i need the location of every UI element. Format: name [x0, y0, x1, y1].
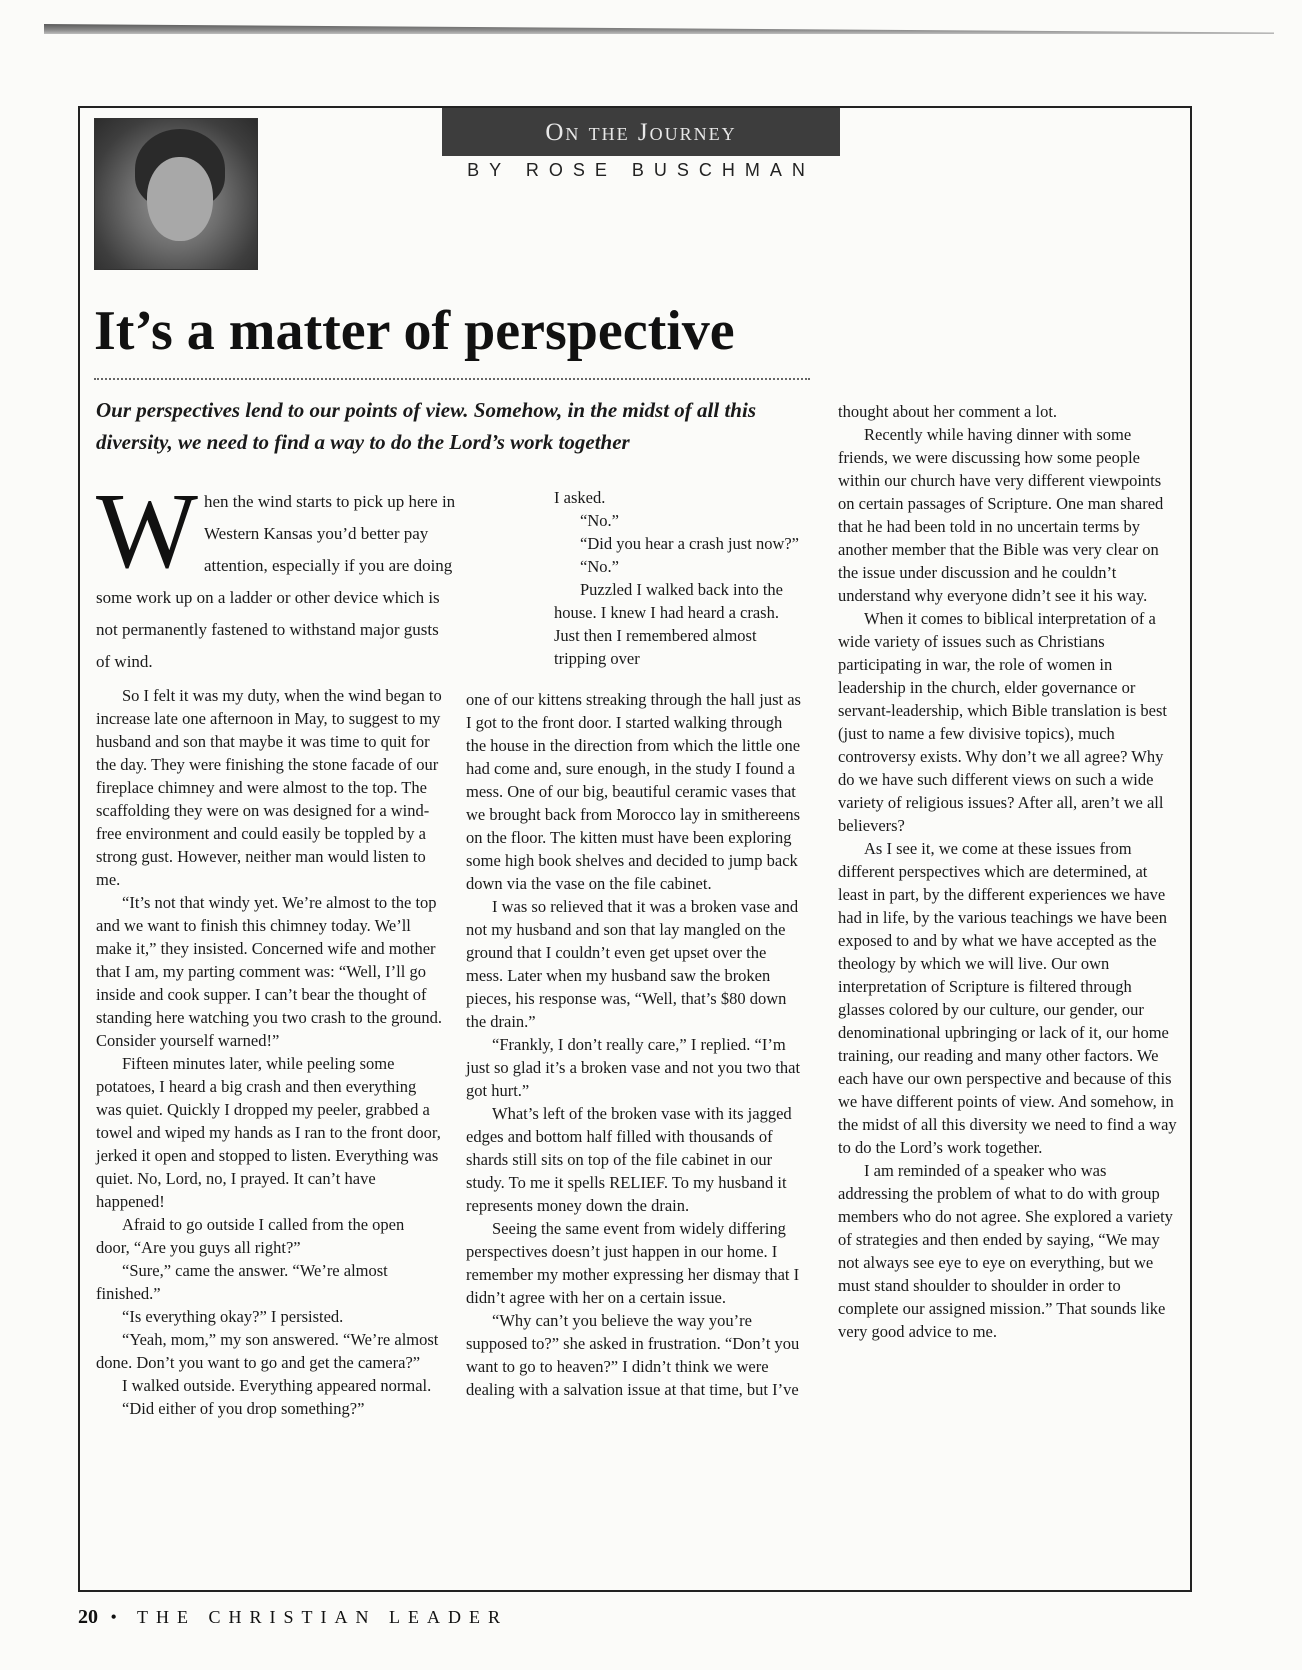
paragraph: “It’s not that windy yet. We’re almost to the top and we want to finish this chimney today. We’ll make it,” they insisted. Concerned wife and mother that I am, my parting comment was: “Well, I’ll go inside and cook supper. I can’t bear the thought of standing here watching you two crash to the ground. Consider yourself warned!” — [96, 893, 442, 1050]
paragraph: What’s left of the broken vase with its jagged edges and bottom half filled with thousands of shards still sits on top of the file cabinet in our study. To me it spells RELIEF. To my husband it represents money down the drain. — [466, 1104, 792, 1215]
column-1 — [96, 472, 528, 1418]
author-photo-face — [147, 157, 213, 241]
paragraph: “Is everything okay?” I persisted. — [122, 1307, 344, 1326]
paragraph: “Yeah, mom,” my son answered. “We’re almost done. Don’t you want to go and get the camera?” — [96, 1330, 439, 1372]
column-2-body — [466, 688, 806, 1401]
lead-line: not permanently fastened to withstand major gusts — [96, 620, 439, 639]
paragraph: “Why can’t you believe the way you’re supposed to?” she asked in frustration. “Don’t you want to go to heaven?” I didn’t think we were dealing with a salvation issue at that time, but I’ve — [466, 1311, 800, 1399]
byline: BY ROSE BUSCHMAN — [467, 160, 815, 180]
paragraph: So I felt it was my duty, when the wind began to increase late one afternoon in May, to suggest to my husband and son that maybe it was time to quit for the day. They were finishing the stone facade of our fireplace chimney and were almost to the top. The scaffolding they were on was designed for a wind-free environment and could easily be toppled by a strong gust. However, neither man would listen to me. — [96, 686, 442, 889]
paragraph: I asked. — [554, 488, 606, 507]
column-1-body — [96, 684, 442, 1420]
paragraph: I walked outside. Everything appeared normal. — [122, 1376, 432, 1395]
paragraph: I am reminded of a speaker who was addressing the problem of what to do with group members who do not agree. She explored a variety of strategies and then ended by saying, “We may not always see eye to eye on everything, but we must stand shoulder to shoulder in order to complete our assigned mission.” That sounds like very good advice to me. — [838, 1161, 1173, 1341]
paragraph: Fifteen minutes later, while peeling some potatoes, I heard a big crash and then everything was quiet. Quickly I dropped my peeler, grabbed a towel and wiped my hands as I ran to the front door, jerked it open and stopped to listen. Everything was quiet. No, Lord, no, I prayed. It can’t have happened! — [96, 1054, 441, 1211]
paragraph: Puzzled I walked back into the house. I knew I had heard a crash. Just then I remembered almost tripping over — [554, 580, 783, 668]
paragraph: Recently while having dinner with some friends, we were discussing how some people within our church have very different viewpoints on certain passages of Scripture. One man shared that he had been told in no uncertain terms by another member that the Bible was very clear on the issue under discussion and he couldn’t understand why everyone didn’t see it his way. — [838, 425, 1164, 605]
paragraph: one of our kittens streaking through the hall just as I got to the front door. I started walking through the house in the direction from which the little one had come and, sure enough, in the study I found a mess. One of our big, beautiful ceramic vases that we brought back from Morocco lay in smithereens on the floor. The kitten must have been exploring some high book shelves and decided to jump back down via the vase on the file cabinet. — [466, 690, 801, 893]
dropcap: W — [96, 472, 198, 591]
paragraph: “No.” — [580, 511, 619, 530]
paragraph: When it comes to biblical interpretation of a wide variety of issues such as Christians participating in war, the role of women in leadership in the church, elder governance or servant-leadership, which Bible translation is best (just to name a few divisive topics), much controversy exists. Why don’t we all agree? Why do we have such different views on such a wide variety of religious issues? After all, aren’t we all believers? — [838, 609, 1168, 835]
paragraph: As I see it, we come at these issues from different perspectives which are determined, at least in part, by the different experiences we have had in life, by the various teachings we have been exposed to and by what we have accepted as the theology by which we will live. Our own interpretation of Scripture is filtered through glasses colored by our culture, our gender, our denominational upbringing or lack of it, our home training, our reading and many other factors. We each have our own perspective and because of this we have different points of view. And somehow, in the midst of all this diversity we need to find a way to do the Lord’s work together. — [838, 839, 1177, 1157]
paragraph: I was so relieved that it was a broken vase and not my husband and son that lay mangled on the ground that I couldn’t even get upset over the mess. Later when my husband saw the broken pieces, his response was, “Well, that’s $80 down the drain.” — [466, 897, 799, 1031]
headline: It’s a matter of perspective — [94, 300, 735, 362]
column-3 — [838, 400, 1178, 1343]
publication-name: THE CHRISTIAN LEADER — [137, 1607, 508, 1627]
paragraph: “Frankly, I don’t really care,” I replied. “I’m just so glad it’s a broken vase and not you two that got hurt.” — [466, 1035, 801, 1100]
page-number: 20 — [78, 1606, 98, 1628]
footer-separator: • — [110, 1607, 125, 1627]
deck: Our perspectives lend to our points of view. Somehow, in the midst of all this diversity, we need to find a way to do the Lord’s work together — [96, 398, 756, 454]
column-2-top — [554, 486, 806, 670]
paragraph: “Did you hear a crash just now?” — [580, 534, 800, 553]
lead-line: Western Kansas you’d better pay — [204, 524, 429, 543]
column-banner: On the Journey — [442, 108, 840, 156]
paragraph: thought about her comment a lot. — [838, 402, 1058, 421]
lead-line: hen the wind starts to pick up here in — [204, 492, 456, 511]
paragraph: “Did either of you drop something?” — [122, 1399, 365, 1418]
author-photo — [94, 118, 258, 270]
top-rule — [44, 24, 1274, 34]
lead-paragraph — [96, 472, 528, 686]
headline-rule — [94, 378, 810, 380]
page-footer — [78, 1606, 508, 1629]
paragraph: Afraid to go outside I called from the open door, “Are you guys all right?” — [96, 1215, 405, 1257]
paragraph: Seeing the same event from widely differing perspectives doesn’t just happen in our home. I remember my mother expressing her dismay that I didn’t agree with her on a certain issue. — [466, 1219, 800, 1307]
lead-line: of wind. — [96, 652, 153, 671]
paragraph: “No.” — [580, 557, 619, 576]
lead-line: some work up on a ladder or other device which is — [96, 588, 440, 607]
lead-line: attention, especially if you are doing — [204, 556, 453, 575]
paragraph: “Sure,” came the answer. “We’re almost finished.” — [96, 1261, 388, 1303]
